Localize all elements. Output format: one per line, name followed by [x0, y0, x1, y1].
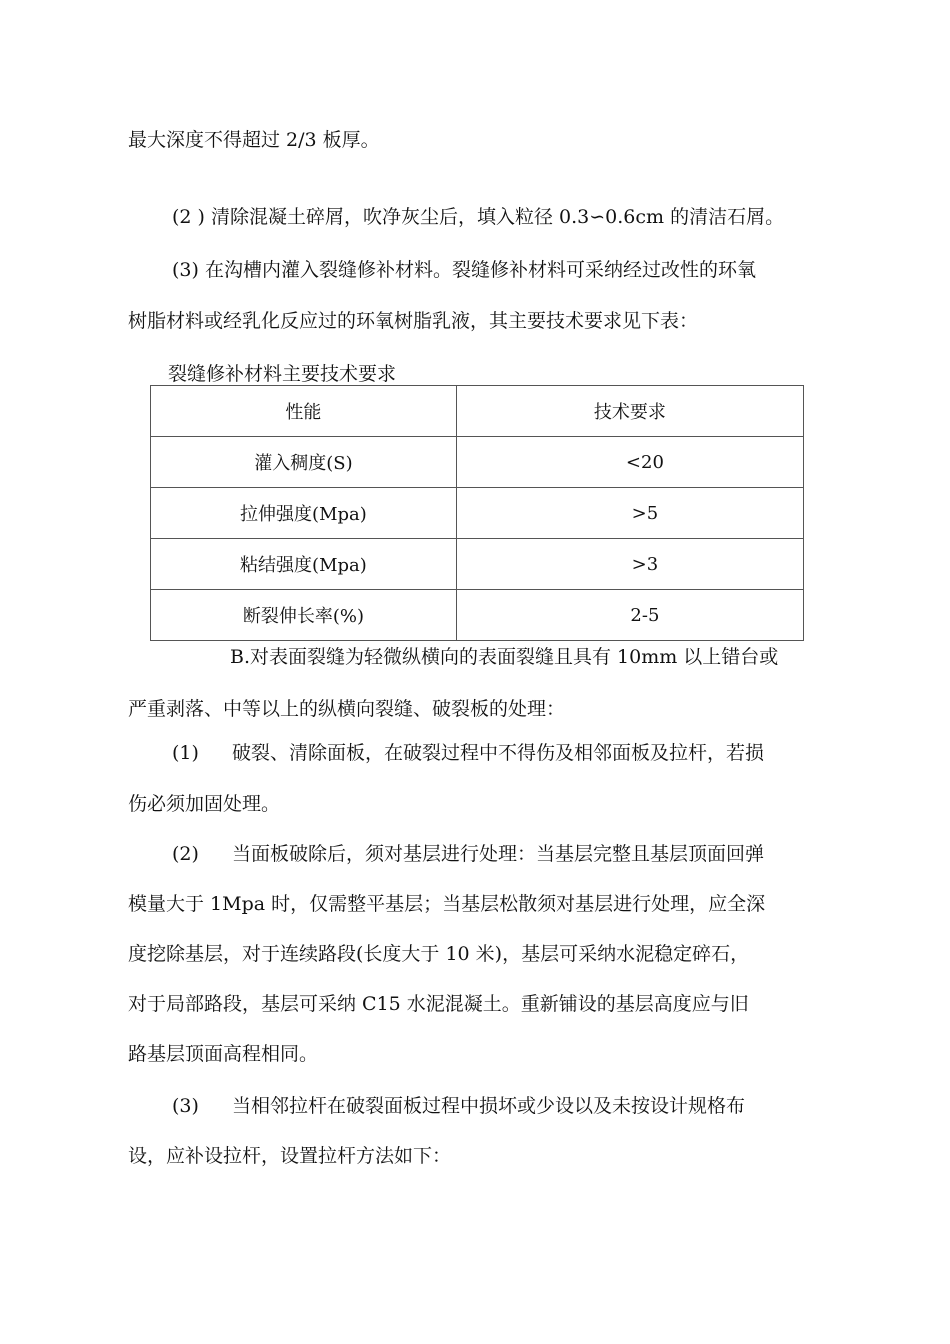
paragraph-line: 破裂、清除面板，在破裂过程中不得伤及相邻面板及拉杆，若损	[232, 742, 765, 764]
paragraph-line: B.对表面裂缝为轻微纵横向的表面裂缝且具有 10mm 以上错台或	[230, 646, 779, 668]
paragraph-line: 当面板破除后，须对基层进行处理：当基层完整且基层顶面回弹	[232, 843, 765, 865]
paragraph-line: 度挖除基层，对于连续路段(长度大于 10 米)，基层可采纳水泥稳定碎石，	[128, 943, 750, 965]
table-cell: 拉伸强度(Mpa)	[151, 488, 457, 539]
paragraph-line: 对于局部路段，基层可采纳 C15 水泥混凝土。重新铺设的基层高度应与旧	[128, 993, 749, 1015]
paragraph-line: 当相邻拉杆在破裂面板过程中损坏或少设以及未按设计规格布	[232, 1095, 746, 1117]
table-row	[151, 590, 804, 641]
paragraph-line: 设，应补设拉杆，设置拉杆方法如下：	[128, 1145, 452, 1167]
table-cell: 断裂伸长率(%)	[151, 590, 457, 641]
paragraph-line: (3) 在沟槽内灌入裂缝修补材料。裂缝修补材料可采纳经过改性的环氧	[172, 259, 756, 281]
table-cell: 粘结强度(Mpa)	[151, 539, 457, 590]
table-cell: 2-5	[456, 590, 803, 641]
spec-table	[150, 385, 804, 641]
list-item	[172, 741, 764, 765]
paragraph-line: 伤必须加固处理。	[128, 793, 281, 815]
table-row	[151, 437, 804, 488]
list-item-number: (1)	[172, 742, 199, 764]
paragraph-line: 严重剥落、中等以上的纵横向裂缝、破裂板的处理：	[128, 698, 566, 720]
table-caption: 裂缝修补材料主要技术要求	[168, 363, 397, 385]
list-item	[172, 842, 764, 866]
table-cell: 灌入稠度(S)	[151, 437, 457, 488]
table-row	[151, 539, 804, 590]
paragraph-line: 模量大于 1Mpa 时，仅需整平基层；当基层松散须对基层进行处理，应全深	[128, 893, 766, 915]
list-item-number: (2)	[172, 843, 199, 865]
paragraph-line: 路基层顶面高程相同。	[128, 1043, 319, 1065]
table-header-cell: 性能	[151, 386, 457, 437]
list-item-number: (3)	[172, 1095, 199, 1117]
list-item	[172, 1094, 745, 1118]
table-cell: <20	[456, 437, 803, 488]
paragraph-line: (2 ) 清除混凝土碎屑，吹净灰尘后，填入粒径 0.3∽0.6cm 的清洁石屑。	[172, 206, 785, 228]
table-header-row	[151, 386, 804, 437]
table-row	[151, 488, 804, 539]
table-header-cell: 技术要求	[456, 386, 803, 437]
table-cell: >3	[456, 539, 803, 590]
table-cell: >5	[456, 488, 803, 539]
paragraph-line: 树脂材料或经乳化反应过的环氧树脂乳液，其主要技术要求见下表：	[128, 310, 699, 332]
paragraph-line: 最大深度不得超过 2/3 板厚。	[128, 129, 380, 151]
